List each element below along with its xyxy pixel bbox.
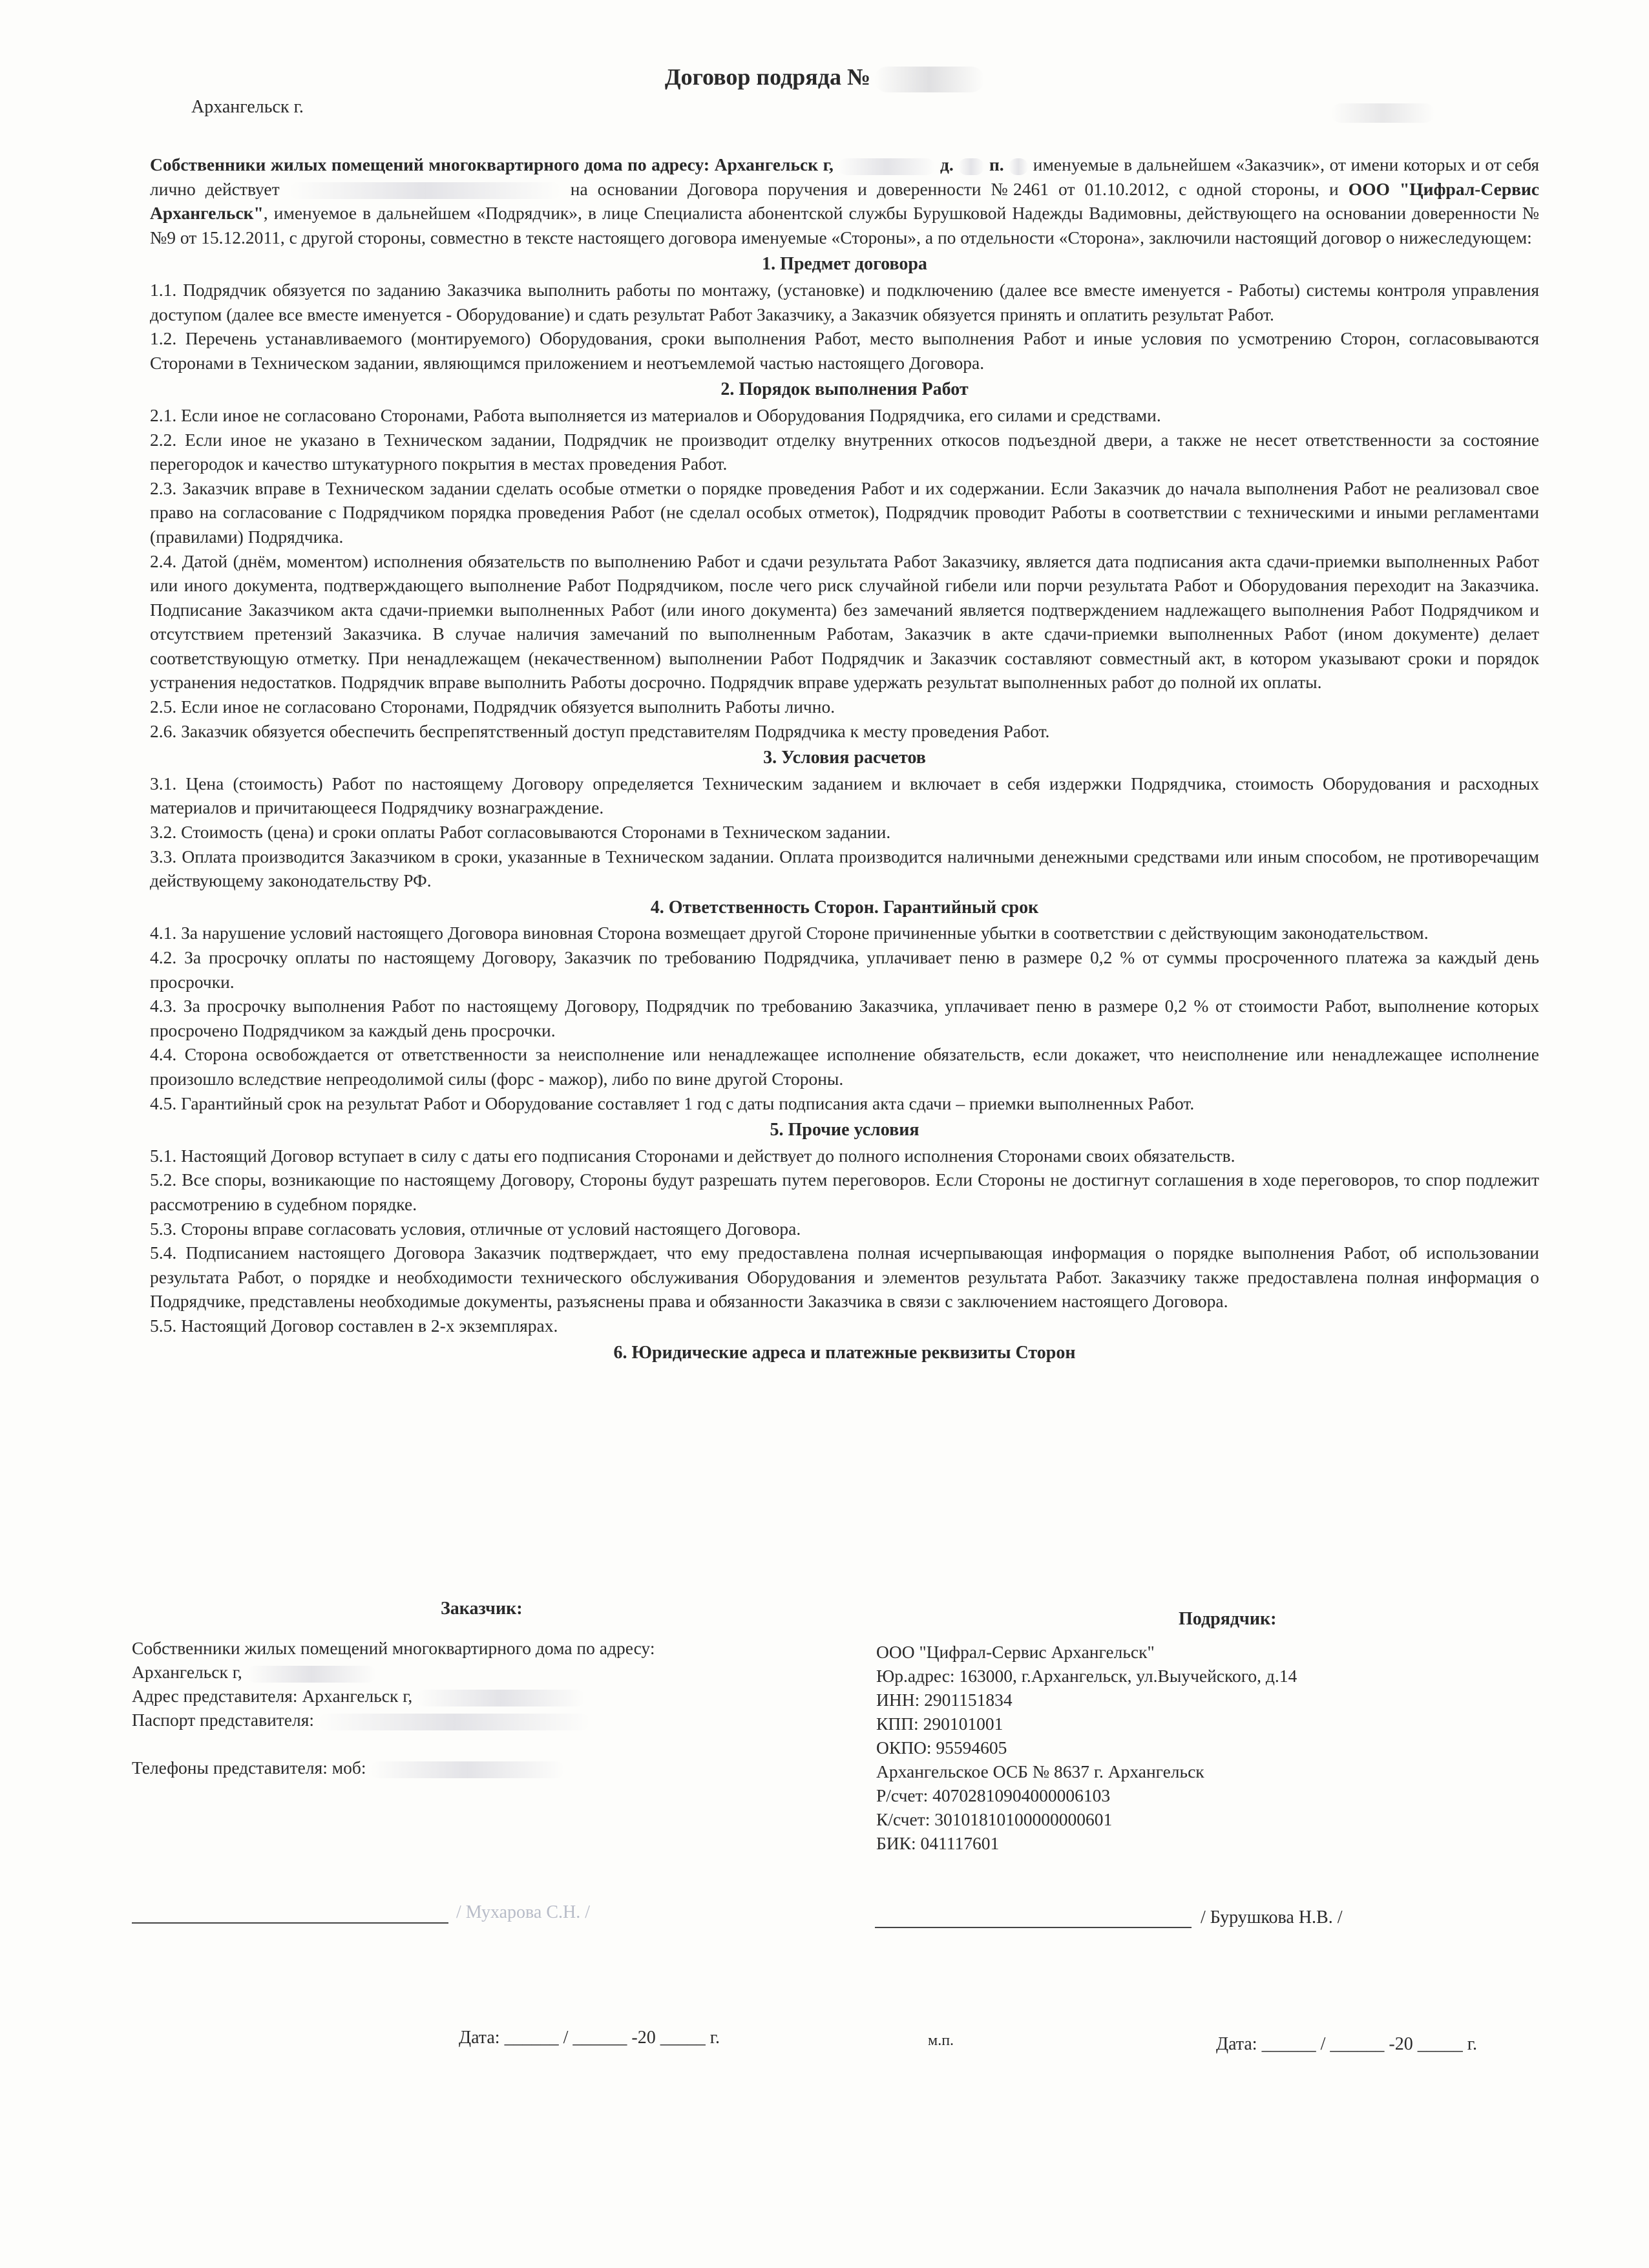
customer-line — [132, 1684, 810, 1708]
contractor-line: Архангельское ОСБ № 8637 г. Архангельск — [876, 1761, 1204, 1781]
clause-5-2: 5.2. Все споры, возникающие по настоящему Договору, Стороны будут разрешать путем переговоров. Если Стороны не достигнут соглашения в ходе переговоров, то спор подлежит рассмотрению в судебном порядке. — [150, 1170, 1539, 1214]
customer-heading: Заказчик: — [441, 1599, 523, 1619]
clause-5-3: 5.3. Стороны вправе согласовать условия, отличные от условий настоящего Договора. — [150, 1218, 801, 1239]
contract-city: Архангельск г. — [191, 97, 304, 117]
customer-date: Дата: ______ / ______ -20 _____ г. — [459, 2028, 720, 2048]
clause-4-2: 4.2. За просрочку оплаты по настоящему Договору, Заказчик по требованию Подрядчика, уплачивает пеню в размере 0,2 % от суммы просроченного платежа за каждый день просрочки. — [150, 947, 1539, 992]
contractor-signature-name: / Бурушкова Н.В. / — [1201, 1907, 1343, 1927]
contractor-heading: Подрядчик: — [1179, 1609, 1277, 1629]
contract-title: Договор подряда № — [0, 63, 1649, 92]
redacted-representative — [289, 182, 561, 199]
clause-2-3: 2.3. Заказчик вправе в Техническом задании сделать особые отметки о порядке проведения Работ и их содержании. Если Заказчик до начала выполнения Работ не реализовал свое право на согласование с Подрядчиком порядка проведения Работ (не сделал особых отметок), Подрядчик проводит Работы в соответствии с техническими и иными регламентами (правилами) Подрядчика. — [150, 478, 1539, 547]
clause-5-1: 5.1. Настоящий Договор вступает в силу с даты его подписания Сторонами и действует до полного исполнения Сторонами своих обязательств. — [150, 1145, 1235, 1166]
customer-passport: Паспорт представителя: — [132, 1710, 315, 1730]
stamp-place: м.п. — [928, 2032, 954, 2049]
redacted-phone — [370, 1761, 564, 1778]
customer-line — [132, 1708, 810, 1732]
customer-signature-line — [132, 1922, 448, 1924]
redacted-house — [958, 158, 984, 175]
clause-2-4: 2.4. Датой (днём, моментом) исполнения обязательств по выполнению Работ и сдачи результата Работ Заказчику, является дата подписания акта сдачи-приемки выполненных Работ или иного документа, подтверждающего выполнение Работ Подрядчиком, после чего риск случайной гибели или порчи результата Работ и Оборудования переходит на Заказчика. Подписание Заказчиком акта сдачи-приемки выполненных Работ (или иного документа) без замечаний является подтверждением надлежащего выполнения Работ Подрядчиком и отсутствием претензий Заказчика. В случае наличия замечаний по выполненным Работам, Заказчик в акте сдачи-приемки выполненных Работ (ином документе) делает соответствующую отметку. При ненадлежащем (некачественном) выполнении Работ Подрядчик и Заказчик составляют совместный акт, в котором указывают сроки и порядок устранения недостатков. Подрядчик вправе выполнить Работы досрочно. Подрядчик вправе удержать результат выполненных работ до полной их оплаты. — [150, 551, 1539, 693]
customer-phones: Телефоны представителя: моб: — [132, 1758, 366, 1778]
preamble-org: ООО "Цифрал-Сервис Архангельск" — [150, 178, 1540, 224]
clause-3-1: 3.1. Цена (стоимость) Работ по настоящему Договору определяется Техническим заданием и включает в себя издержки Подрядчика, стоимость Оборудования и расходных материалов и причитающееся Подрядчику вознаграждение. — [150, 773, 1539, 818]
preamble-house: д. — [940, 154, 954, 174]
redacted-rep-address — [417, 1690, 585, 1706]
section-heading-3: 3. Условия расчетов — [763, 748, 926, 768]
clause-4-1: 4.1. За нарушение условий настоящего Договора виновная Сторона возмещает другой Стороне причиненные убытки в соответствии с действующим законодательством. — [150, 923, 1429, 943]
clause-2-5: 2.5. Если иное не согласовано Сторонами, Подрядчик обязуется выполнить Работы лично. — [150, 697, 835, 717]
clause-1-2: 1.2. Перечень устанавливаемого (монтируемого) Оборудования, сроки выполнения Работ, место выполнения Работ и иные условия по усмотрению Сторон, согласовываются Сторонами в Техническом задании, являющимся приложением и неотъемлемой частью настоящего Договора. — [150, 328, 1539, 373]
contractor-line: ООО "Цифрал-Сервис Архангельск" — [876, 1642, 1155, 1662]
preamble-entrance: п. — [989, 154, 1004, 174]
clause-1-1: 1.1. Подрядчик обязуется по заданию Заказчика выполнить работы по монтажу, (установке) и подключению (далее все вместе именуется - Работы) системы контроля управления доступом (далее все вместе именуется - Оборудование) и сдать результат Работ Заказчику, а Заказчик обязуется принять и оплатить результат Работ. — [150, 279, 1539, 324]
clause-3-2: 3.2. Стоимость (цена) и сроки оплаты Работ согласовываются Сторонами в Техническом задании. — [150, 822, 891, 843]
customer-line — [132, 1756, 810, 1780]
redacted-address — [247, 1666, 376, 1683]
customer-city: Архангельск г, — [132, 1662, 242, 1682]
contractor-line: БИК: 041117601 — [876, 1833, 1000, 1853]
customer-line: Собственники жилых помещений многоквартирного дома по адресу: — [132, 1638, 655, 1658]
clause-2-1: 2.1. Если иное не согласовано Сторонами, Работа выполняется из материалов и Оборудования Подрядчика, его силами и средствами. — [150, 404, 1161, 425]
preamble — [150, 152, 1539, 249]
contractor-line: ИНН: 2901151834 — [876, 1690, 1013, 1710]
customer-signatory: Мухарова С.Н. — [465, 1902, 581, 1922]
contractor-date: Дата: ______ / ______ -20 _____ г. — [1216, 2034, 1478, 2054]
redacted-street — [838, 158, 935, 175]
redacted-date — [1331, 103, 1434, 123]
contractor-line: Р/счет: 40702810904000006103 — [876, 1785, 1111, 1805]
section-heading-1: 1. Предмет договора — [762, 254, 927, 275]
customer-signature-name: / Мухарова С.Н. / — [456, 1902, 590, 1922]
contractor-requisites — [876, 1640, 1458, 1855]
section-heading-2: 2. Порядок выполнения Работ — [720, 379, 969, 400]
section-heading-6: 6. Юридические адреса и платежные реквизиты Сторон — [613, 1342, 1076, 1363]
preamble-text: именуемые в дальнейшем «Заказчик», от имени которых и от себя лично действует — [150, 154, 1540, 199]
customer-line — [132, 1660, 810, 1684]
clause-5-5: 5.5. Настоящий Договор составлен в 2-х экземплярах. — [150, 1315, 558, 1336]
section-heading-4: 4. Ответственность Сторон. Гарантийный срок — [650, 897, 1039, 918]
contractor-line: Юр.адрес: 163000, г.Архангельск, ул.Выучейского, д.14 — [876, 1666, 1297, 1686]
contractor-signature-line — [875, 1927, 1192, 1928]
contractor-line: КПП: 290101001 — [876, 1714, 1003, 1734]
redacted-passport — [319, 1714, 590, 1730]
redacted-entrance — [1009, 158, 1028, 175]
clause-4-4: 4.4. Сторона освобождается от ответственности за неисполнение или ненадлежащее исполнение обязательств, если докажет, что неисполнение или ненадлежащее исполнение произошло вследствие непреодолимой силы (форс - мажор), либо по вине другой Стороны. — [150, 1044, 1539, 1089]
contractor-line: К/счет: 30101810100000000601 — [876, 1809, 1113, 1829]
contract-body — [150, 152, 1539, 1366]
clause-2-6: 2.6. Заказчик обязуется обеспечить беспрепятственный доступ представителям Подрядчика к месту проведения Работ. — [150, 720, 1050, 741]
clause-3-3: 3.3. Оплата производится Заказчиком в сроки, указанные в Техническом задании. Оплата производится наличными денежными средствами или иным способом, не противоречащим действующему законодательству РФ. — [150, 846, 1539, 891]
customer-requisites — [132, 1636, 810, 1780]
preamble-rest: , именуемое в дальнейшем «Подрядчик», в лице Специалиста абонентской службы Бурушковой Надежды Вадимовны, действующего на основании доверенности № №9 от 15.12.2011, с другой стороны, совместно в тексте настоящего договора именуемые «Стороны», а по отдельности «Сторона», заключили настоящий договор о нижеследующем: — [150, 203, 1539, 247]
clause-4-5: 4.5. Гарантийный срок на результат Работ и Оборудование составляет 1 год с даты подписания акта сдачи – приемки выполненных Работ. — [150, 1093, 1195, 1113]
clause-5-4: 5.4. Подписанием настоящего Договора Заказчик подтверждает, что ему предоставлена полная исчерпывающая информация о порядке выполнения Работ, об использовании результата Работ, о порядке и необходимости технического обслуживания Оборудования и элементов результата Работ. Заказчику также предоставлена полная информация о Подрядчике, представлены необходимые документы, разъяснены права и обязанности Заказчика в связи с заключением настоящего Договора. — [150, 1243, 1539, 1312]
customer-rep-address: Адрес представителя: Архангельск г, — [132, 1686, 413, 1706]
customer-line — [132, 1732, 810, 1756]
redacted-number — [874, 67, 984, 92]
preamble-address: Собственники жилых помещений многоквартирного дома по адресу: Архангельск г, — [150, 154, 834, 174]
preamble-basis: на основании Договора поручения и доверенности №2461 от 01.10.2012, с одной стороны, и — [570, 178, 1339, 199]
clause-4-3: 4.3. За просрочку выполнения Работ по настоящему Договору, Подрядчик по требованию Заказчика, уплачивает пеню в размере 0,2 % от стоимости Работ, выполнение которых просрочено Подрядчиком за каждый день просрочки. — [150, 996, 1539, 1040]
section-heading-5: 5. Прочие условия — [770, 1120, 919, 1140]
clause-2-2: 2.2. Если иное не указано в Техническом задании, Подрядчик не производит отделку внутренних откосов подъездной двери, а также не несет ответственности за состояние перегородок и качество штукатурного покрытия в местах проведения Работ. — [150, 429, 1539, 474]
contractor-line: ОКПО: 95594605 — [876, 1738, 1007, 1758]
